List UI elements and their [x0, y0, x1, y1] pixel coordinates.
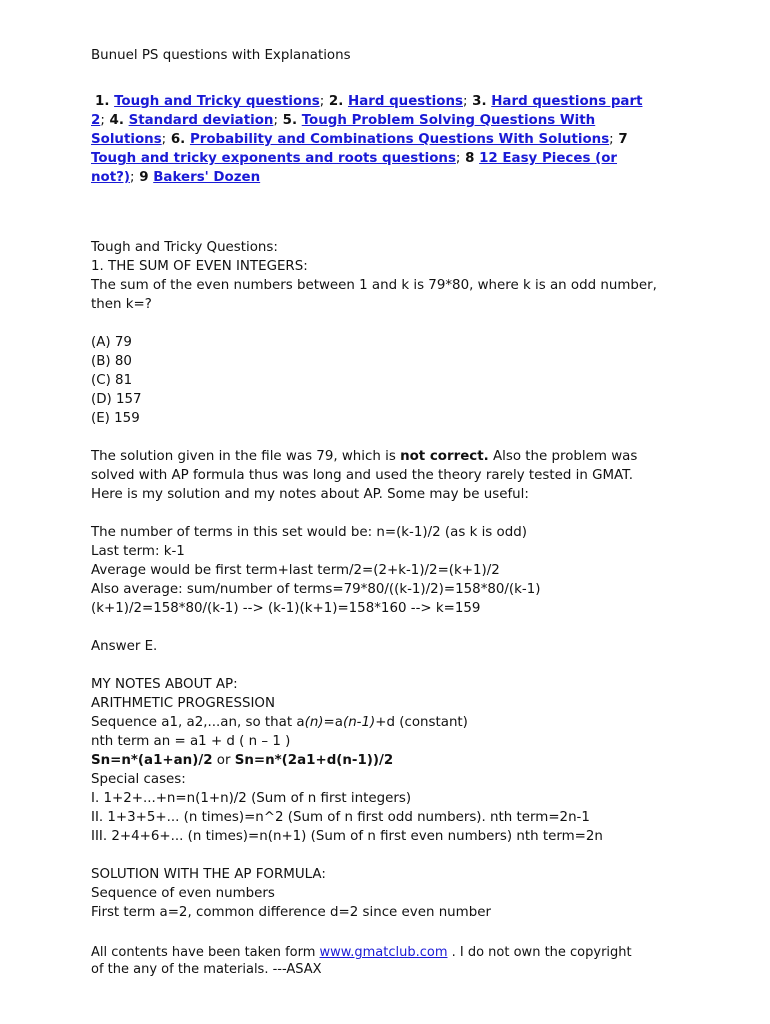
- question-title: 1. THE SUM OF EVEN INTEGERS:: [91, 259, 308, 274]
- option-a: (A) 79: [91, 335, 132, 350]
- calc-line-5: (k+1)/2=158*80/(k-1) --> (k-1)(k+1)=158*160 --> k=159: [91, 601, 481, 616]
- seq-text: Sequence a1, a2,...an, so that a: [91, 715, 305, 730]
- toc-number-9: 9: [139, 170, 149, 185]
- sum-formula-or: or: [212, 753, 235, 768]
- toc-link-exponents-roots[interactable]: Tough and tricky exponents and roots questions: [91, 151, 456, 166]
- toc-number-7: 7: [618, 132, 628, 147]
- ap-solution-line-1: Sequence of even numbers: [91, 886, 275, 901]
- section-title: Tough and Tricky Questions:: [91, 240, 278, 255]
- solution-text: Also the problem was: [488, 449, 638, 464]
- ap-solution-line-2: First term a=2, common difference d=2 since even number: [91, 905, 491, 920]
- toc-link-hard-questions[interactable]: Hard questions: [347, 94, 463, 109]
- toc-sep: ;: [609, 132, 614, 147]
- solution-text: The solution given in the file was 79, which is: [91, 449, 401, 464]
- special-cases-title: Special cases:: [91, 772, 186, 787]
- calc-line-2: Last term: k-1: [91, 544, 185, 559]
- toc-sep: ;: [462, 94, 468, 109]
- solution-line-1: [91, 447, 637, 466]
- solution-line-2: solved with AP formula thus was long and used the theory rarely tested in GMAT.: [91, 468, 633, 483]
- toc-link-tough-ps[interactable]: Tough Problem Solving Questions With: [301, 113, 596, 128]
- solution-line-3: Here is my solution and my notes about AP. Some may be useful:: [91, 487, 529, 502]
- calc-line-1: The number of terms in this set would be: n=(k-1)/2 (as k is odd): [91, 525, 527, 540]
- seq-italic: (n-1): [342, 715, 376, 730]
- footer-text: . I do not own the copyright: [447, 945, 632, 960]
- toc-link-hard-questions-part2-cont[interactable]: 2: [91, 113, 101, 128]
- answer: Answer E.: [91, 639, 158, 654]
- seq-italic: (n): [304, 715, 324, 730]
- sequence-definition: [91, 713, 468, 732]
- ap-title: ARITHMETIC PROGRESSION: [91, 696, 275, 711]
- toc-sep: ;: [273, 113, 278, 128]
- toc-sep: ;: [100, 113, 105, 128]
- toc-line-1: [95, 92, 642, 111]
- toc-number-8: 8: [465, 151, 475, 166]
- footer-line-1: [91, 944, 632, 961]
- toc-number-3: 3.: [472, 94, 487, 109]
- special-case-2: II. 1+3+5+... (n times)=n^2 (Sum of n first odd numbers). nth term=2n-1: [91, 810, 590, 825]
- toc-link-probability[interactable]: Probability and Combinations Questions With Solutions: [189, 132, 610, 147]
- special-case-1: I. 1+2+...+n=n(1+n)/2 (Sum of n first integers): [91, 791, 412, 806]
- toc-number-4: 4.: [109, 113, 124, 128]
- toc-number-6: 6.: [170, 132, 186, 147]
- toc-sep: ;: [130, 170, 135, 185]
- toc-number-5: 5.: [282, 113, 298, 128]
- ap-solution-title: SOLUTION WITH THE AP FORMULA:: [91, 867, 326, 882]
- toc-link-tough-tricky[interactable]: Tough and Tricky questions: [114, 94, 320, 109]
- special-case-3: III. 2+4+6+... (n times)=n(n+1) (Sum of n first even numbers) nth term=2n: [91, 829, 603, 844]
- toc-link-hard-questions-part2[interactable]: Hard questions part: [491, 94, 643, 109]
- seq-text: +d (constant): [375, 715, 468, 730]
- toc-line-3: [91, 130, 628, 149]
- toc-line-4: [91, 149, 617, 168]
- toc-line-5: [91, 168, 260, 187]
- footer-gmatclub-link[interactable]: www.gmatclub.com: [319, 945, 448, 960]
- question-text-line-2: then k=?: [91, 297, 152, 312]
- toc-link-easy-pieces-cont[interactable]: not?): [91, 170, 131, 185]
- toc-line-2: [91, 111, 595, 130]
- question-text-line-1: The sum of the even numbers between 1 and k is 79*80, where k is an odd number,: [91, 278, 657, 293]
- solution-emphasis: not correct.: [400, 449, 489, 464]
- seq-text: =a: [323, 715, 343, 730]
- footer-text: All contents have been taken form: [91, 945, 320, 960]
- toc-sep: ;: [455, 151, 461, 166]
- footer-line-2: of the any of the materials. ---ASAX: [91, 962, 322, 977]
- nth-term-formula: nth term an = a1 + d ( n – 1 ): [91, 734, 291, 749]
- toc-sep: ;: [319, 94, 325, 109]
- calc-line-3: Average would be first term+last term/2=(2+k-1)/2=(k+1)/2: [91, 563, 500, 578]
- sum-formula-1: Sn=n*(a1+an)/2: [91, 753, 213, 768]
- notes-title: MY NOTES ABOUT AP:: [91, 677, 238, 692]
- toc-link-standard-deviation[interactable]: Standard deviation: [128, 113, 274, 128]
- toc-link-easy-pieces[interactable]: 12 Easy Pieces (or: [479, 151, 618, 166]
- option-d: (D) 157: [91, 392, 142, 407]
- toc-sep: ;: [161, 132, 167, 147]
- sum-formula: [91, 751, 393, 770]
- toc-link-bakers-dozen[interactable]: Bakers' Dozen: [153, 170, 261, 185]
- calc-line-4: Also average: sum/number of terms=79*80/((k-1)/2)=158*80/(k-1): [91, 582, 541, 597]
- option-b: (B) 80: [91, 354, 132, 369]
- toc-link-tough-ps-cont[interactable]: Solutions: [91, 132, 162, 147]
- option-c: (C) 81: [91, 373, 133, 388]
- document-title: Bunuel PS questions with Explanations: [91, 48, 351, 63]
- option-e: (E) 159: [91, 411, 140, 426]
- toc-number-2: 2.: [328, 94, 344, 109]
- sum-formula-2: Sn=n*(2a1+d(n-1))/2: [234, 753, 394, 768]
- toc-number-1: 1.: [95, 94, 110, 109]
